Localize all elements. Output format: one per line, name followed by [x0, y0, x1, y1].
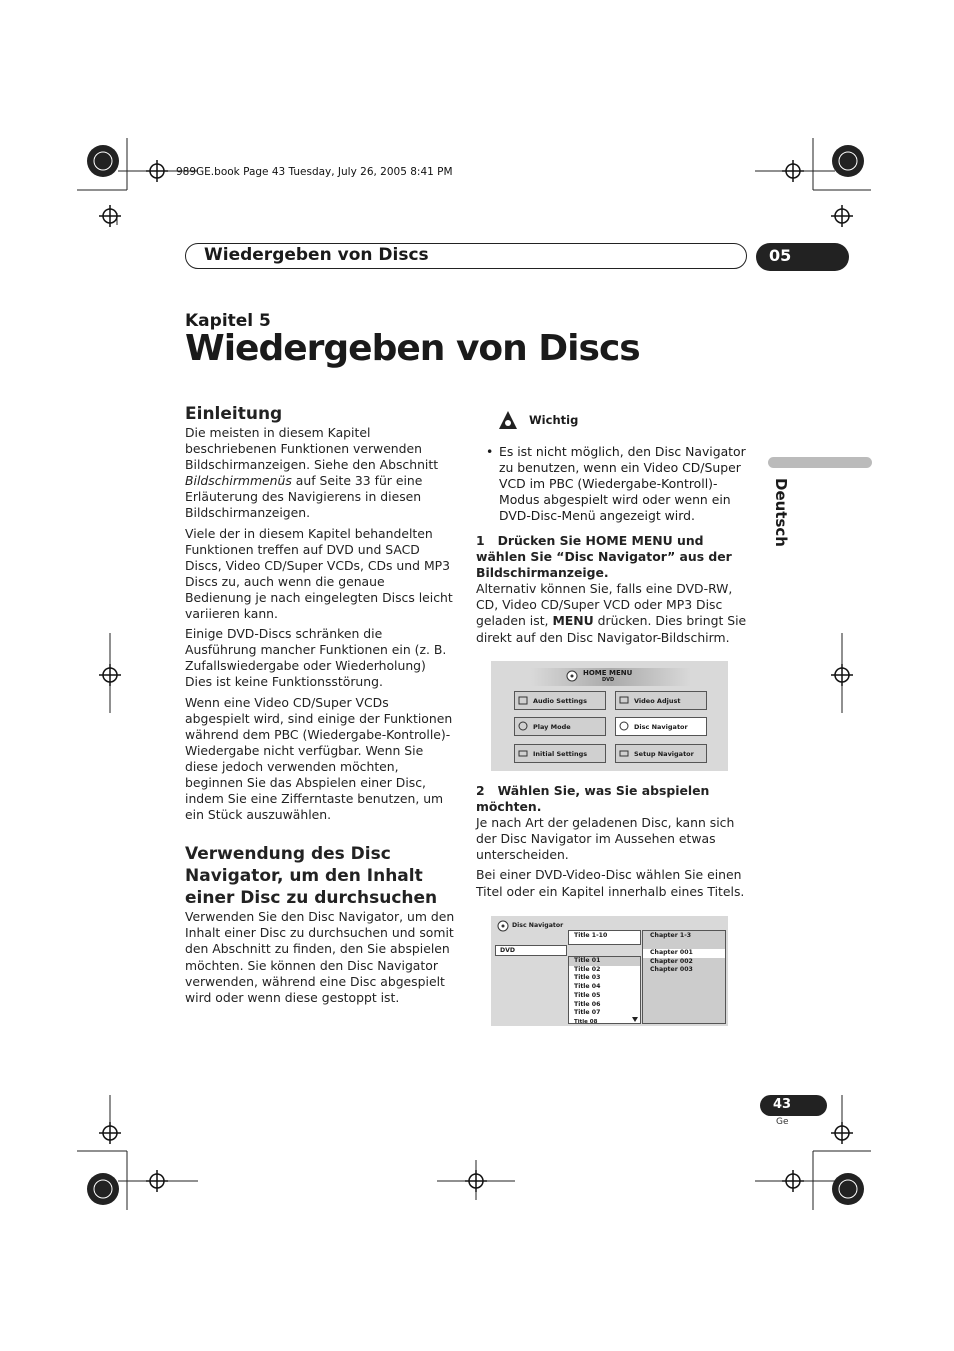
left-column: [185, 403, 455, 1010]
page-title: Wiedergeben von Discs: [185, 328, 640, 369]
important-bullet: • Es ist nicht möglich, den Disc Navigator zu benutzen, wenn ein Video CD/Super VCD im PBC (Wiedergabe-Kontroll)-Modus abgespielt wird oder wenn ein DVD-Disc-Menü angezeigt wird.: [486, 444, 746, 524]
disc-icon: [497, 920, 509, 932]
step-1: 1 Drücken Sie HOME MENU und wählen Sie “Disc Navigator” aus der Bildschirmanzeige. Alternativ können Sie, falls eine DVD-RW, CD, Video CD/Super VCD oder MP3 Disc geladen ist, MENU drücken. Dies bringt Sie direkt auf den Disc Navigator-Bildschirm.: [476, 533, 747, 645]
title-list[interactable]: [568, 956, 641, 1024]
list-item[interactable]: Title 06: [574, 1000, 601, 1008]
menu-initial-settings[interactable]: Initial Settings: [514, 744, 606, 763]
list-item[interactable]: Title 03: [574, 974, 601, 982]
step-2: 2 Wählen Sie, was Sie abspielen möchten. Je nach Art der geladenen Disc, kann sich der Disc Navigator im Aussehen etwas unterscheiden. Bei einer DVD-Video-Disc wählen Sie einen Titel oder ein Kapitel innerhalb eines Titels.: [476, 783, 745, 899]
home-menu-subtitle: DVD: [602, 677, 615, 683]
menu-setup-navigator[interactable]: Setup Navigator: [615, 744, 707, 763]
play-icon: [518, 721, 528, 731]
list-item[interactable]: Title 08: [574, 1018, 598, 1025]
disc-navigator-screen: [491, 916, 728, 1026]
settings-icon: [518, 748, 528, 758]
paragraph: Viele der in diesem Kapitel behandelten Funktionen treffen auf DVD und SACD Discs, Video CD/Super VCDs, CDs und MP3 Discs zu, auch wenn die genaue Bedienung je nach eingelegten Discs leicht variieren kann.: [185, 525, 453, 622]
title-range: Title 1-10: [568, 930, 641, 945]
chapter-panel: [642, 930, 726, 1024]
list-item[interactable]: Chapter 002: [650, 957, 693, 965]
list-item[interactable]: Title 07: [574, 1009, 601, 1017]
book-info: 989GE.book Page 43 Tuesday, July 26, 2005 8:41 PM: [176, 166, 453, 178]
section-heading-intro: Einleitung: [185, 404, 283, 424]
setup-icon: [619, 748, 629, 758]
list-item[interactable]: Chapter 003: [650, 966, 693, 974]
menu-disc-navigator[interactable]: Disc Navigator: [615, 717, 707, 736]
source-dvd[interactable]: DVD: [495, 945, 567, 956]
home-menu-screen: [491, 661, 728, 771]
list-item[interactable]: Chapter 001: [650, 949, 693, 956]
arrow-down-icon[interactable]: [631, 1015, 639, 1023]
chapter-label: Kapitel 5: [185, 311, 271, 331]
list-item[interactable]: Title 02: [574, 965, 601, 973]
disc-icon: [619, 721, 629, 731]
page-number: 43: [773, 1097, 792, 1112]
menu-play-mode[interactable]: Play Mode: [514, 717, 606, 736]
important-label: Wichtig: [529, 413, 579, 427]
side-tab-bar: [768, 457, 872, 468]
speaker-icon: [518, 695, 528, 705]
list-item[interactable]: Title 05: [574, 991, 601, 999]
chapter-range: Chapter 1-3: [650, 932, 692, 939]
section-heading-navigator: Verwendung des Disc Navigator, um den Inhalt einer Disc zu durchsuchen: [185, 844, 438, 909]
disc-navigator-title: Disc Navigator: [512, 922, 564, 929]
paragraph: Die meisten in diesem Kapitel beschriebenen Funktionen verwenden Bildschirmanzeigen. Siehe den Abschnitt Bildschirmmenüs auf Seite 33 für eine Erläuterung des Navigierens in diesen Bildschirmanzeigen.: [185, 425, 439, 521]
disc-icon: [566, 670, 578, 682]
page-language: Ge: [776, 1117, 789, 1127]
chapter-number: 05: [769, 246, 792, 265]
paragraph: Wenn eine Video CD/Super VCDs abgespielt wird, sind einige der Funktionen während dem PBC (Wiedergabe-Kontrolle)-Wiedergabe nicht verfügbar. Wenn Sie diese jedoch verwenden möchten, beginnen Sie das Abspielen einer Disc, indem Sie eine Zifferntaste benutzen, um ein Stück auszuwählen.: [185, 694, 453, 823]
page-number-badge: [760, 1095, 827, 1116]
paragraph: Einige DVD-Discs schränken die Ausführung mancher Funktionen ein (z. B. Zufallswiedergabe oder Wiederholung) Dies ist keine Funktionsstörung.: [185, 626, 447, 690]
language-tab: Deutsch: [772, 478, 790, 547]
menu-audio-settings[interactable]: Audio Settings: [514, 691, 606, 710]
list-item[interactable]: Title 04: [574, 983, 601, 991]
monitor-icon: [619, 695, 629, 705]
warning-icon: [498, 410, 518, 430]
paragraph: Verwenden Sie den Disc Navigator, um den Inhalt einer Disc zu durchsuchen und somit den Abschnitt zu finden, den Sie abspielen möchten. Sie können den Disc Navigator verwenden, während eine Disc abgespielt wird oder wenn diese gestoppt ist.: [185, 909, 455, 1005]
menu-video-adjust[interactable]: Video Adjust: [615, 691, 707, 710]
list-item[interactable]: Title 01: [574, 957, 601, 964]
home-menu-title: HOME MENU: [583, 669, 633, 677]
header-title: Wiedergeben von Discs: [204, 245, 429, 265]
